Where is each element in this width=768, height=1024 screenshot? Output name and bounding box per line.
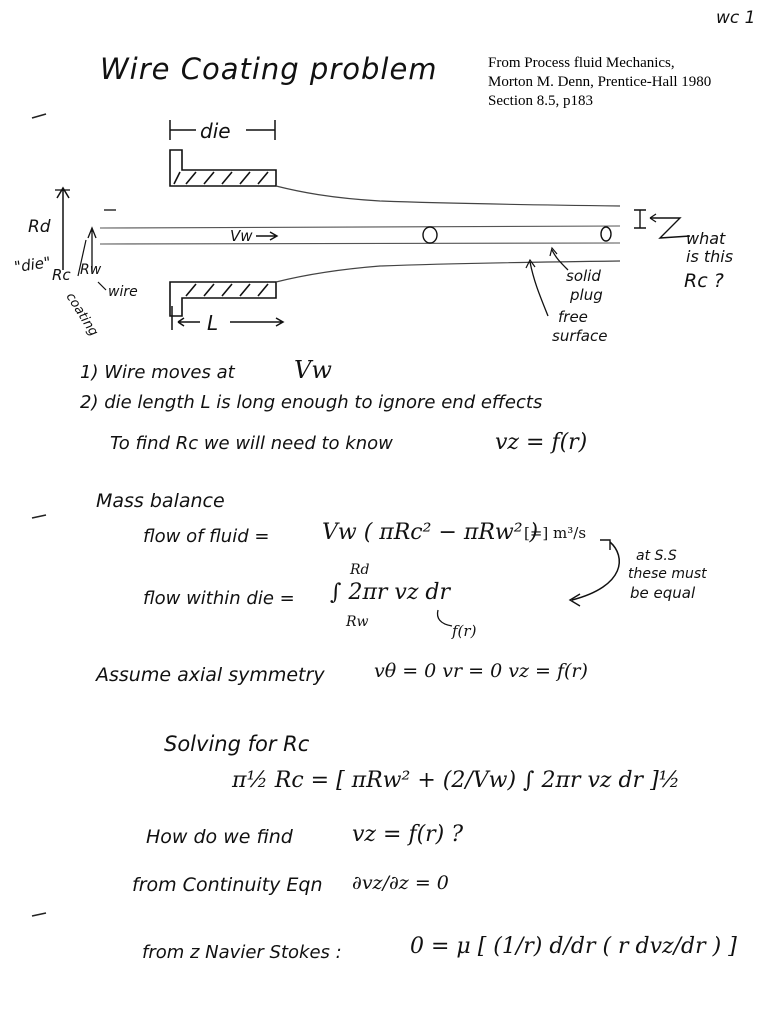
rd-arrow: [57, 188, 69, 270]
rc-label: Rc: [52, 266, 71, 284]
integral-upper-limit: Rd: [350, 562, 370, 578]
how-find-vz-equation: vz = f(r) ?: [352, 822, 464, 847]
navier-stokes-label: from z Navier Stokes :: [142, 942, 342, 963]
solid-label: solid: [566, 267, 601, 285]
mass-balance-heading: Mass balance: [96, 490, 225, 512]
integral-lower-limit: Rw: [346, 614, 369, 630]
axial-symmetry-note: Assume axial symmetry: [96, 664, 325, 686]
flow-within-die-equation: ∫ 2πr vz dr: [330, 580, 451, 605]
reference-line: Section 8.5, p183: [488, 93, 593, 109]
question-line-1: what: [686, 229, 726, 248]
question-line-3: Rc ?: [684, 270, 724, 292]
steady-state-note-3: be equal: [630, 584, 696, 602]
page-mark: wc 1: [716, 8, 756, 28]
axial-symmetry-equation: vθ = 0 vr = 0 vz = f(r): [374, 660, 588, 682]
solving-for-rc-equation: π½ Rc = [ πRw² + (2/Vw) ∫ 2πr vz dr ]½: [232, 768, 680, 793]
flow-of-fluid-equation: Vw ( πRc² − πRw² ): [322, 520, 539, 545]
coating-label: coating: [62, 290, 101, 340]
note-die-length: 2) die length L is long enough to ignore end effects: [80, 392, 543, 413]
rd-label: Rd: [28, 217, 51, 237]
vz-function-bracket: [430, 608, 460, 632]
question-line-2: is this: [686, 247, 734, 266]
note-wire-moves-symbol: Vw: [294, 356, 332, 384]
die-quoted-label: "die": [13, 253, 52, 277]
note-wire-moves: 1) Wire moves at: [80, 362, 235, 383]
plug-marker: [423, 227, 437, 243]
units-label: [=] m³/s: [524, 524, 587, 542]
lower-die: [170, 282, 276, 316]
plug-marker: [601, 227, 611, 241]
length-label: L: [207, 311, 219, 335]
vw-label: Vw: [230, 227, 253, 245]
page-title: Wire Coating problem: [100, 52, 438, 86]
upper-die: [170, 150, 276, 186]
flow-within-die-label: flow within die =: [143, 588, 295, 609]
reference-line: Morton M. Denn, Prentice-Hall 1980: [488, 74, 712, 90]
reference-line: From Process fluid Mechanics,: [488, 55, 675, 71]
wire-coating-diagram: [0, 110, 768, 470]
continuity-equation: ∂vz/∂z = 0: [352, 872, 449, 894]
steady-state-note-1: at S.S: [636, 548, 677, 564]
wire-lines: [100, 226, 620, 244]
note-to-find-equation: vz = f(r): [495, 430, 588, 455]
flow-of-fluid-label: flow of fluid =: [143, 526, 270, 547]
steady-state-note-2: these must: [628, 566, 707, 582]
plug-label: plug: [570, 286, 603, 304]
length-dimension: [172, 306, 283, 330]
vz-function-note: f(r): [452, 622, 477, 640]
steady-state-arrows: [560, 536, 660, 616]
die-label: die: [200, 119, 231, 143]
rw-label: Rw: [80, 262, 102, 278]
how-find-vz-question: How do we find: [146, 826, 293, 848]
free-label: free: [558, 308, 588, 326]
continuity-equation-label: from Continuity Eqn: [132, 874, 323, 896]
surface-label: surface: [552, 327, 608, 345]
solving-for-rc-heading: Solving for Rc: [164, 732, 310, 756]
navier-stokes-equation: 0 = μ [ (1/r) d/dr ( r dvz/dr ) ]: [410, 934, 737, 959]
wire-label: wire: [108, 284, 138, 300]
note-to-find: To find Rc we will need to know: [110, 433, 393, 454]
